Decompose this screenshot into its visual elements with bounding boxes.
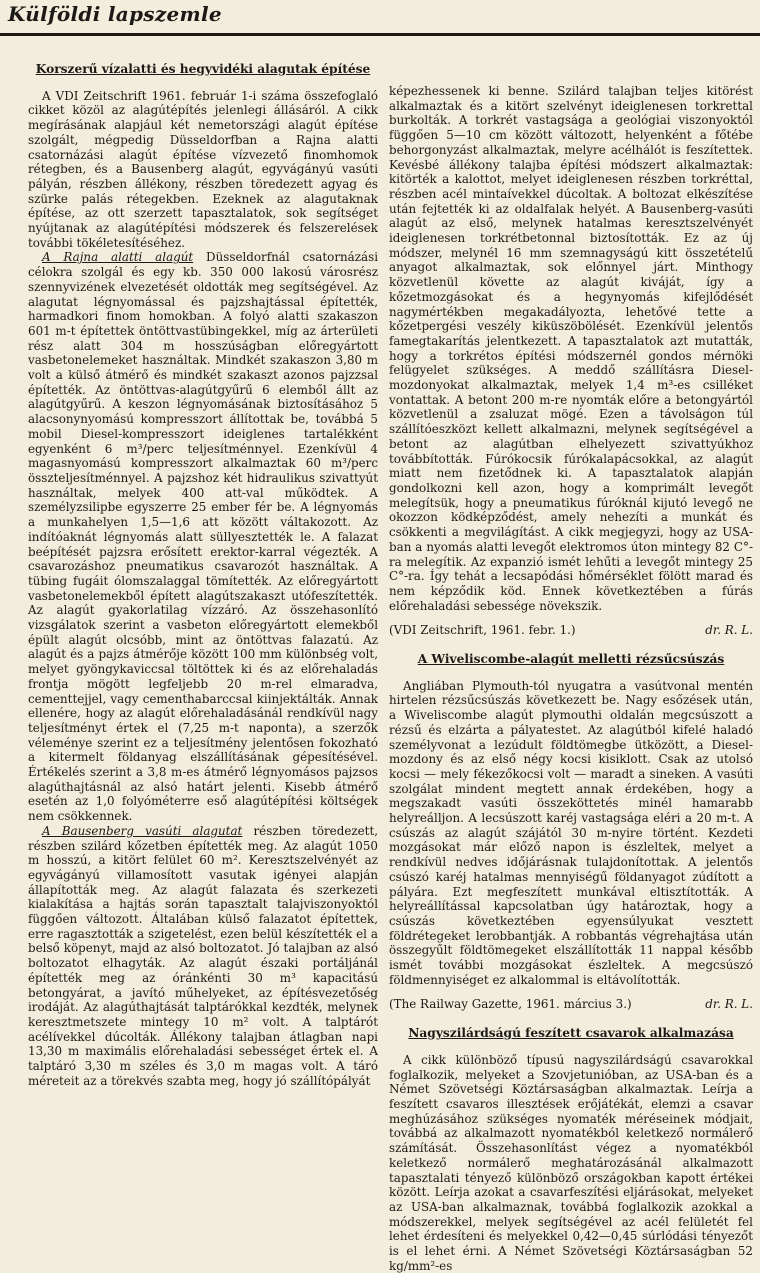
left-column xyxy=(28,62,378,1102)
bausenberg-body: részben töredezett, részben szilárd kőzetben építették meg. Az alagút 1050 m hosszú, a kitört felület 60 m². Keresztszelvényét az egyvágányú villamosított vasutak igényei alapján állapították meg. Az alagút falazata és szerkezeti kialakítása a hajtás során tapasztalt talajviszonyoktól függően változott. Általában külső falazatot építettek, erre ragasztották a szigetelést, ezen belül készítették el a belső köpenyt, majd az alsó boltozatot. Jó talajban az alsó boltozatot elhagyták. Az alagút északi portáljánál építették meg az óránkénti 30 m³ kapacitású betongyárat, a javító műhelyeket, az építésvezetőség irodáját. Az alagúthajtását talptárókkal kezdték, melynek keresztmetszete mintegy 10 m² volt. A talptárót acélívekkel dúcolták. Állékony talajban átlagban napi 13,30 m maximális előrehaladási sebességet értek el. A talptáró 3,30 m széles és 3,0 m magas volt. A táró méreteit az a törekvés szabta meg, hogy jó szállítópályát xyxy=(28,823,378,1088)
source-citation: (VDI Zeitschrift, 1961. febr. 1.) xyxy=(389,623,576,638)
rajna-lead: A Rajna alatti alagút xyxy=(42,250,194,265)
section-header: Külföldi lapszemle xyxy=(8,2,222,26)
article-title-bolts: Nagyszilárdságú feszített csavarok alkalmazása xyxy=(408,1026,734,1041)
article-title-tunnels: Korszerű vízalatti és hegyvidéki alagutak építése xyxy=(35,62,371,76)
header-rule xyxy=(0,33,760,36)
bausenberg-continued: képezhessenek ki benne. Szilárd talajban teljes kitörést alkalmaztak és a kitört szelvényt ideiglenesen torkrettal burkolták. A torkrét vastagsága a geológiai viszonyoktól függően 5—10 cm között változott, helyenként a főtébe behorgonyzást alkalmaztak, melyre acélhálót is feszítettek. Kevésbé állékony talajba építési módszert alkalmaztak: kitörték a kalottot, melyet ideiglenesen részben torkréttal, részben acél mintaívekkel dúcoltak. A boltozat elkészítése után fejtették ki az oldalfalak helyét. A Bausenberg-vasúti alagút az első, melynek hatalmas keresztszelvényét ideiglenesen torkrétbetonnal biztosították. Ez az új módszer, melynél 16 mm szemnagyságú kitt összetételű anyagot alkalmaztak, sok előnnyel járt. Minthogy közvetlenül követte az alagút kiváját, így a kőzetmozgásokat és a hegynyomás kifejlődését nagymértékben megakadályozta, lehetővé tette a kőzetpergési veszély kiküszöbölését. Ezenkívül jelentős famegtakarítás jelentkezett. A tapasztalatok azt mutatták, hogy a torkrétos építési módszernél gondos mérnöki felügyelet szükséges. A meddő szállításra Diesel-mozdonyokat alkalmaztak, melyek 1,4 m³-es csilléket vontattak. A betont 200 m-re nyomták előre a betongyártól közvetlenül a zsaluzat mögé. Ezen a távolságon túl szállítóeszközt kellett alkalmazni, melynek segítségével a betont az alagútban elhelyezett szivattyúkhoz továbbították. Fúrókocsik fúrókalapácsokkal, az alagút miatt nem fizetődnek ki. A tapasztalatok alapján gondolkozni kell azon, hogy a komprimált levegőt melegítsük, hogy a pneumatikus fúróknál kijutó levegő ne okozzon ködképződést, amely nehezíti a munkát és csökkenti a megvilágítást. A cikk megjegyzi, hogy az USA-ban a nyomás alatti levegőt elektromos úton mintegy 82 C°-ra melegítik. Az expanzió ismét lehűti a levegőt mintegy 25 C°-ra. Így tehát a lecsapódási hőmérséklet fölött marad és nem képződik köd. Ennek következtében a fúrás előrehaladási sebessége növekszik. xyxy=(389,84,753,613)
source-author: dr. R. L. xyxy=(705,623,753,638)
source-line-1 xyxy=(389,623,753,638)
rajna-body: Düsseldorfnál csatornázási célokra szolgál és egy kb. 350 000 lakosú városrész szennyvizének elvezetését oldották meg segítségével. Az alagutat légnyomással és pajzshajtással építették, harmadkori finom homokban. A folyó alatti szakaszon 601 m-t építettek öntöttvastübingekkel, míg az árterületi rész alatt 304 m hosszúságban előregyártott vasbetonelemeket használtak. Mindkét szakaszon 3,80 m volt a külső átmérő és mindkét szakaszt azonos pajzzsal építették. Az öntöttvas-alagútgyűrű 6 elemből állt az alagútgyűrű. A keszon légnyomásának biztosításához 5 alacsonynyomású kompresszort állítottak be, továbbá 5 mobil Diesel-kompresszort ideiglenes tartalékként egyenként 6 m³/perc teljesítménnyel. Ezenkívül 4 magasnyomású kompresszort alkalmaztak 60 m³/perc összteljesítménnyel. A pajzshoz két hidraulikus szivattyút használtak, melyek 400 att-val működtek. A személyzsilipbe egyszerre 25 ember fér be. A légnyomás a munkahelyen 1,5—1,6 att között váltakozott. Az indítóaknát légnyomás alatt süllyesztették le. A falazat beépítését pajzsra erősített erektor-karral végezték. A csavarozáshoz pneumatikus csavarozót használtak. A tübing fugáit ólomszalaggal tömítették. Az előregyártott vasbetonelemekből épített alagútszakaszt utófeszítették. Az alagút gyakorlatilag vízzáró. Az összehasonlító vizsgálatok szerint a vasbeton előregyártott elemekből épült alagút olcsóbb, mint az öntöttvas falazatú. Az alagút és a pajzs átmérője között 100 mm különbség volt, melyet gyöngykaviccsal töltöttek ki és az előrehaladás frontja mögött legfeljebb 20 m-rel elmaradva, cementtejjel, vagy cementhabarccsal kiinjektálták. Annak ellenére, hogy az alagút előrehaladásánál rendkívül nagy teljesítményt értek el (7,25 m-t naponta), a szerzők véleménye szerint ez a teljesítmény jelentősen fokozható a kitermelt földanyag elszállításának gépesítésével. Értékelés szerint a 3,8 m-es átmérő légnyomásos pajzsos alagúthajtásnál az alsó határt jelenti. Kisebb átmérő esetén az 1,0 folyóméterre eső alagútépítési költségek nem csökkennek. xyxy=(28,250,379,824)
right-column xyxy=(389,84,753,1273)
bausenberg-paragraph xyxy=(28,824,378,1089)
rajna-paragraph xyxy=(28,250,378,823)
source-line-2 xyxy=(389,997,753,1012)
source-citation: (The Railway Gazette, 1961. március 3.) xyxy=(389,997,632,1012)
source-author: dr. R. L. xyxy=(705,997,753,1012)
article-intro: A VDI Zeitschrift 1961. február 1-i száma összefoglaló cikket közöl az alagútépítés jelenlegi állásáról. A cikk megírásának alapjául két nemetországi alagút építése szolgált, mégpedig Düsseldorfban a Rajna alatti csatornázási alagút építése vízvezető finomhomok rétegben, és a Bausenberg alagút, egyvágányú vasúti pályán, részben állékony, részben töredezett agyag és szürke palás rétegekben. Ezeknek az alagutaknak építése, az ott szerzett tapasztalatok, sok segítséget nyújtanak az alagútépítési módszerek és felszerelések további tökéletesítéséhez. xyxy=(28,88,378,250)
bausenberg-lead: A Bausenberg vasúti alagutat xyxy=(42,823,243,838)
bolts-body: A cikk különböző típusú nagyszilárdságú csavarokkal foglalkozik, melyeket a Szovjetunióban, az USA-ban és a Német Szövetségi Köztársaságban alkalmaztak. Leírja a feszített csavaros illesztések erőjátékát, elemzi a csavar meghúzásához szükséges nyomaték méréseinek módjait, továbbá az alkalmazott nyomatékból keletkező normálerő számítását. Összehasonlítást végez a nyomatékból keletkező normálerő meghatározásánál alkalmazott tapasztalati tényező különböző országokban kapott értékei között. Leírja azokat a csavarfeszítési eljárásokat, melyeket az USA-ban alkalmaznak, továbbá foglalkozik azokkal a módszerekkel, melyek segítségével az acél felületét fel lehet érdesíteni és melyekkel 0,42—0,45 súrlódási tényezőt is el lehet érni. A Német Szövetségi Köztársaságban 52 kg/mm²-es xyxy=(389,1052,753,1273)
article-title-wiveliscombe: A Wiveliscombe-alagút melletti rézsűcsúszás xyxy=(417,652,725,667)
wiveliscombe-body: Angliában Plymouth-tól nyugatra a vasútvonal mentén hirtelen rézsűcsúszás következett be. Nagy esőzések után, a Wiveliscombe alagút plymouthi oldalán megcsúszott a rézsű és elzárta a pályatestet. Az alagútból kifelé haladó személyvonat a lezúdult földtömegbe ütközött, a Diesel-mozdony és az első négy kocsi kisiklott. Csak az utolsó kocsi — mely fékezőkocsi volt — maradt a sineken. A vasúti szolgálat mindent megtett annak érdekében, hogy a megszakadt vasúti összeköttetés minél hamarabb helyreálljon. A lecsúszott karéj vastagsága eléri a 20 m-t. A csúszás az alagút szájától 30 m-nyire történt. Kezdeti mozgásokat már előző napon is észleltek, melyet a rendkívül nedves időjárásnak tulajdonítottak. A jelentős csúszó karéj hatalmas mennyiségű földanyagot zúdított a pályára. Ezt megfeszített munkával eltisztították. A helyreállítással kapcsolatban úgy határoztak, hogy a csúszás következtében egyensúlyukat vesztett földrétegeket lerobbantják. A robbantás végrehajtása után összegyűlt földtömegeket elszállították 11 nappal később ismét további mozgásokat észleltek. A megcsúszó földmennyiséget ez alkalommal is eltávolították. xyxy=(389,678,753,987)
